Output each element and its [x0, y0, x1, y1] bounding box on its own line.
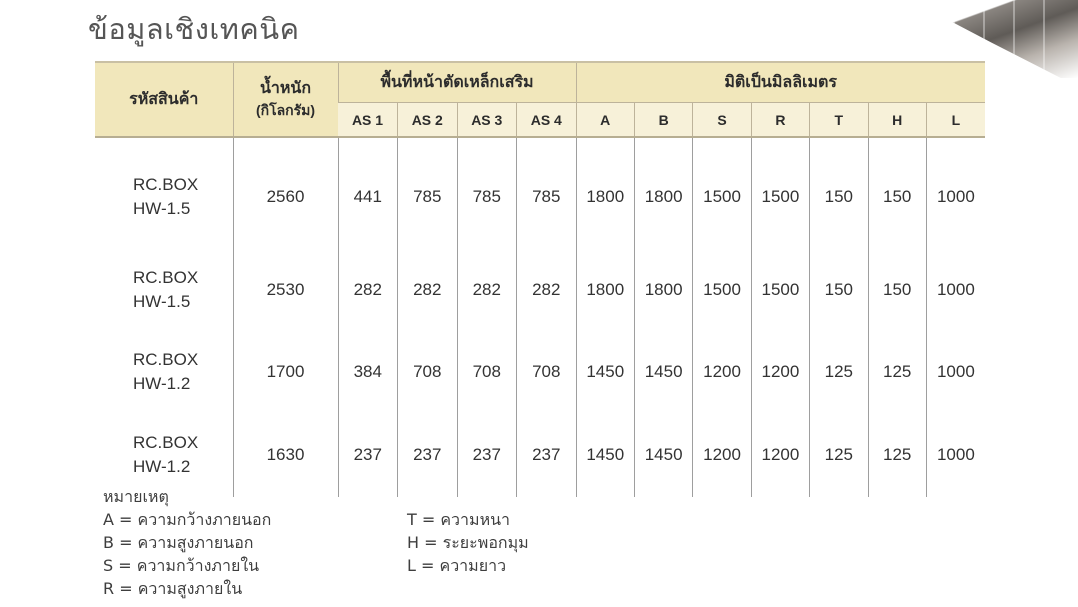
note-item: A = ความกว้างภายนอก — [103, 510, 272, 529]
weight-cell: 1630 — [233, 413, 338, 497]
product-code-line1: RC.BOX — [133, 350, 199, 369]
dim-r-cell: 1200 — [751, 331, 809, 413]
as1-cell: 441 — [338, 137, 398, 249]
dim-a-cell: 1800 — [576, 249, 634, 331]
note-item: B = ความสูงภายนอก — [103, 533, 254, 552]
header-dim-t: T — [810, 103, 868, 138]
header-weight-label: น้ำหนัก — [259, 79, 312, 97]
dim-t-cell: 125 — [810, 413, 868, 497]
header-dim-h: H — [868, 103, 926, 138]
header-dim-r: R — [751, 103, 809, 138]
as3-cell: 708 — [457, 331, 517, 413]
note-item: S = ความกว้างภายใน — [103, 556, 260, 575]
product-code — [95, 137, 233, 249]
product-code — [95, 249, 233, 331]
as4-cell: 282 — [517, 249, 577, 331]
dim-a-cell: 1450 — [576, 331, 634, 413]
dim-b-cell: 1800 — [634, 137, 692, 249]
dim-b-cell: 1800 — [634, 249, 692, 331]
product-code-line1: RC.BOX — [133, 433, 199, 452]
as1-cell: 282 — [338, 249, 398, 331]
as1-cell: 237 — [338, 413, 398, 497]
table-row — [95, 137, 985, 249]
product-code-line2: HW-1.5 — [133, 292, 191, 311]
dim-a-cell: 1800 — [576, 137, 634, 249]
header-dim-b: B — [634, 103, 692, 138]
dim-r-cell: 1500 — [751, 249, 809, 331]
header-as1: AS 1 — [338, 103, 398, 138]
note-item: R = ความสูงภายใน — [103, 579, 243, 598]
note-item: H = ระยะพอกมุม — [407, 533, 529, 552]
note-item: L = ความยาว — [407, 556, 507, 575]
dim-b-cell: 1450 — [634, 413, 692, 497]
header-weight-unit: (กิโลกรัม) — [255, 101, 316, 118]
dim-s-cell: 1200 — [693, 331, 751, 413]
notes-legend — [103, 485, 271, 600]
dim-t-cell: 150 — [810, 249, 868, 331]
product-code-line2: HW-1.2 — [133, 374, 191, 393]
dim-s-cell: 1200 — [693, 413, 751, 497]
dim-r-cell: 1200 — [751, 413, 809, 497]
product-code-line2: HW-1.2 — [133, 457, 191, 476]
dim-s-cell: 1500 — [693, 249, 751, 331]
as1-cell: 384 — [338, 331, 398, 413]
as2-cell: 785 — [398, 137, 458, 249]
as3-cell: 237 — [457, 413, 517, 497]
dim-t-cell: 150 — [810, 137, 868, 249]
as3-cell: 785 — [457, 137, 517, 249]
product-code — [95, 331, 233, 413]
dim-h-cell: 125 — [868, 413, 926, 497]
header-as3: AS 3 — [457, 103, 517, 138]
notes-legend-right — [407, 508, 529, 577]
weight-cell: 1700 — [233, 331, 338, 413]
as4-cell: 708 — [517, 331, 577, 413]
as2-cell: 708 — [398, 331, 458, 413]
header-weight — [233, 62, 338, 137]
as2-cell: 282 — [398, 249, 458, 331]
table-row — [95, 249, 985, 331]
spec-table — [95, 61, 985, 497]
dim-h-cell: 125 — [868, 331, 926, 413]
note-item: T = ความหนา — [407, 510, 511, 529]
as2-cell: 237 — [398, 413, 458, 497]
weight-cell: 2530 — [233, 249, 338, 331]
product-code-line1: RC.BOX — [133, 268, 199, 287]
dim-b-cell: 1450 — [634, 331, 692, 413]
dim-h-cell: 150 — [868, 249, 926, 331]
header-dim-l: L — [926, 103, 984, 138]
table-row — [95, 331, 985, 413]
dim-a-cell: 1450 — [576, 413, 634, 497]
header-as2: AS 2 — [398, 103, 458, 138]
header-dim-s: S — [693, 103, 751, 138]
notes-heading: หมายเหตุ — [103, 487, 169, 506]
dim-l-cell: 1000 — [926, 249, 984, 331]
dim-l-cell: 1000 — [926, 137, 984, 249]
dim-t-cell: 125 — [810, 331, 868, 413]
as4-cell: 785 — [517, 137, 577, 249]
dim-s-cell: 1500 — [693, 137, 751, 249]
dim-r-cell: 1500 — [751, 137, 809, 249]
as4-cell: 237 — [517, 413, 577, 497]
dim-h-cell: 150 — [868, 137, 926, 249]
product-code-line2: HW-1.5 — [133, 198, 191, 218]
weight-cell: 2560 — [233, 137, 338, 249]
as3-cell: 282 — [457, 249, 517, 331]
header-as4: AS 4 — [517, 103, 577, 138]
header-dimensions: มิติเป็นมิลลิเมตร — [576, 62, 985, 103]
dim-l-cell: 1000 — [926, 331, 984, 413]
header-product: รหัสสินค้า — [95, 62, 233, 137]
page-title: ข้อมูลเชิงเทคนิค — [88, 12, 300, 46]
product-code-line1: RC.BOX — [133, 174, 199, 194]
header-dim-a: A — [576, 103, 634, 138]
dim-l-cell: 1000 — [926, 413, 984, 497]
header-steel-area: พื้นที่หน้าตัดเหล็กเสริม — [338, 62, 576, 103]
